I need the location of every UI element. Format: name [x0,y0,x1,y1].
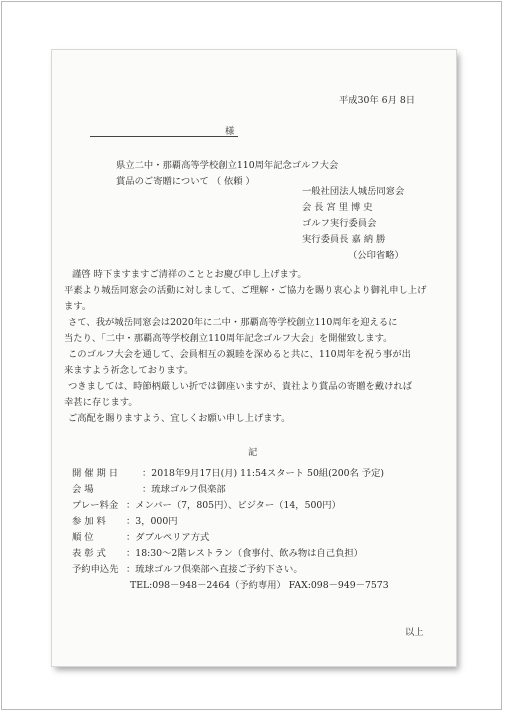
body-line: このゴルフ大会を通して、会員相互の親睦を深めると共に、110周年を祝う事が出 [68,349,411,360]
ki-heading: 記 [248,447,258,458]
closing-ijo: 以上 [405,627,424,638]
sender-chair: 実行委員長 嘉 納 勝 [302,234,386,245]
body-line: 来ますよう祈念しております。 [64,365,194,376]
body-line: ご高配を賜りますよう、宜しくお願い申し上げます。 [68,413,291,424]
detail-label: 予約申込先 [72,564,119,575]
detail-value: ：ダブルペリア方式 [126,532,210,543]
sender-seal-note: （公印省略） [348,250,404,261]
document-date: 平成30年 6月 8日 [339,95,416,106]
detail-label: プレー料金 [72,500,119,511]
sender-president: 会 長 宮 里 博 史 [302,202,373,213]
body-line: 平素より城岳同窓会の活動に対しまして、ご理解・ご協力を賜り衷心より御礼申し上げ [64,285,427,296]
detail-label: 参 加 料 [72,516,106,527]
sender-organization: 一般社団法人城岳同窓会 [302,186,405,197]
contact-phone-fax: TEL:098－948－2464（予約専用） FAX:098－949－7573 [130,580,389,591]
body-line: 謹啓 時下ますますご清祥のこととお慶び申し上げます。 [72,269,307,280]
addressee-blank-line [90,136,238,137]
addressee-suffix: 様 [225,126,235,137]
subject-line-1: 県立二中・那覇高等学校創立110周年記念ゴルフ大会 [116,160,339,171]
body-line: 当たり、「二中・那覇高等学校創立110周年記念ゴルフ大会」を開催致します。 [64,333,393,344]
detail-label: 開 催 期 日 [72,468,119,479]
detail-value: ：3，000円 [126,516,178,527]
body-line: ます。 [64,301,92,312]
document-page [52,50,456,666]
detail-label: 表 彰 式 [72,548,106,559]
detail-value: ：18:30～2階レストラン（食事付、飲み物は自己負担） [126,548,363,559]
detail-label: 会 場 [72,484,94,495]
detail-label: 順 位 [72,532,94,543]
body-line: さて、我が城岳同窓会は2020年に二中・那覇高等学校創立110周年を迎えるに [68,317,398,328]
subject-line-2: 賞品のご寄贈について （ 依頼 ） [116,176,255,187]
detail-value: ：2018年9月17日(月) 11:54スタート 50組(200名 予定) [142,468,385,479]
body-line: つきましては、時節柄厳しい折では御座いますが、貴社より賞品の寄贈を戴ければ [68,381,412,392]
body-line: 幸甚に存じます。 [64,397,138,408]
detail-value: ：琉球ゴルフ倶楽部へ直接ご予約下さい。 [126,564,303,575]
detail-value: ：メンバー（7，805円）、ビジター（14，500円） [126,500,341,511]
sender-committee: ゴルフ実行委員会 [302,218,377,229]
detail-value: ：琉球ゴルフ倶楽部 [142,484,226,495]
